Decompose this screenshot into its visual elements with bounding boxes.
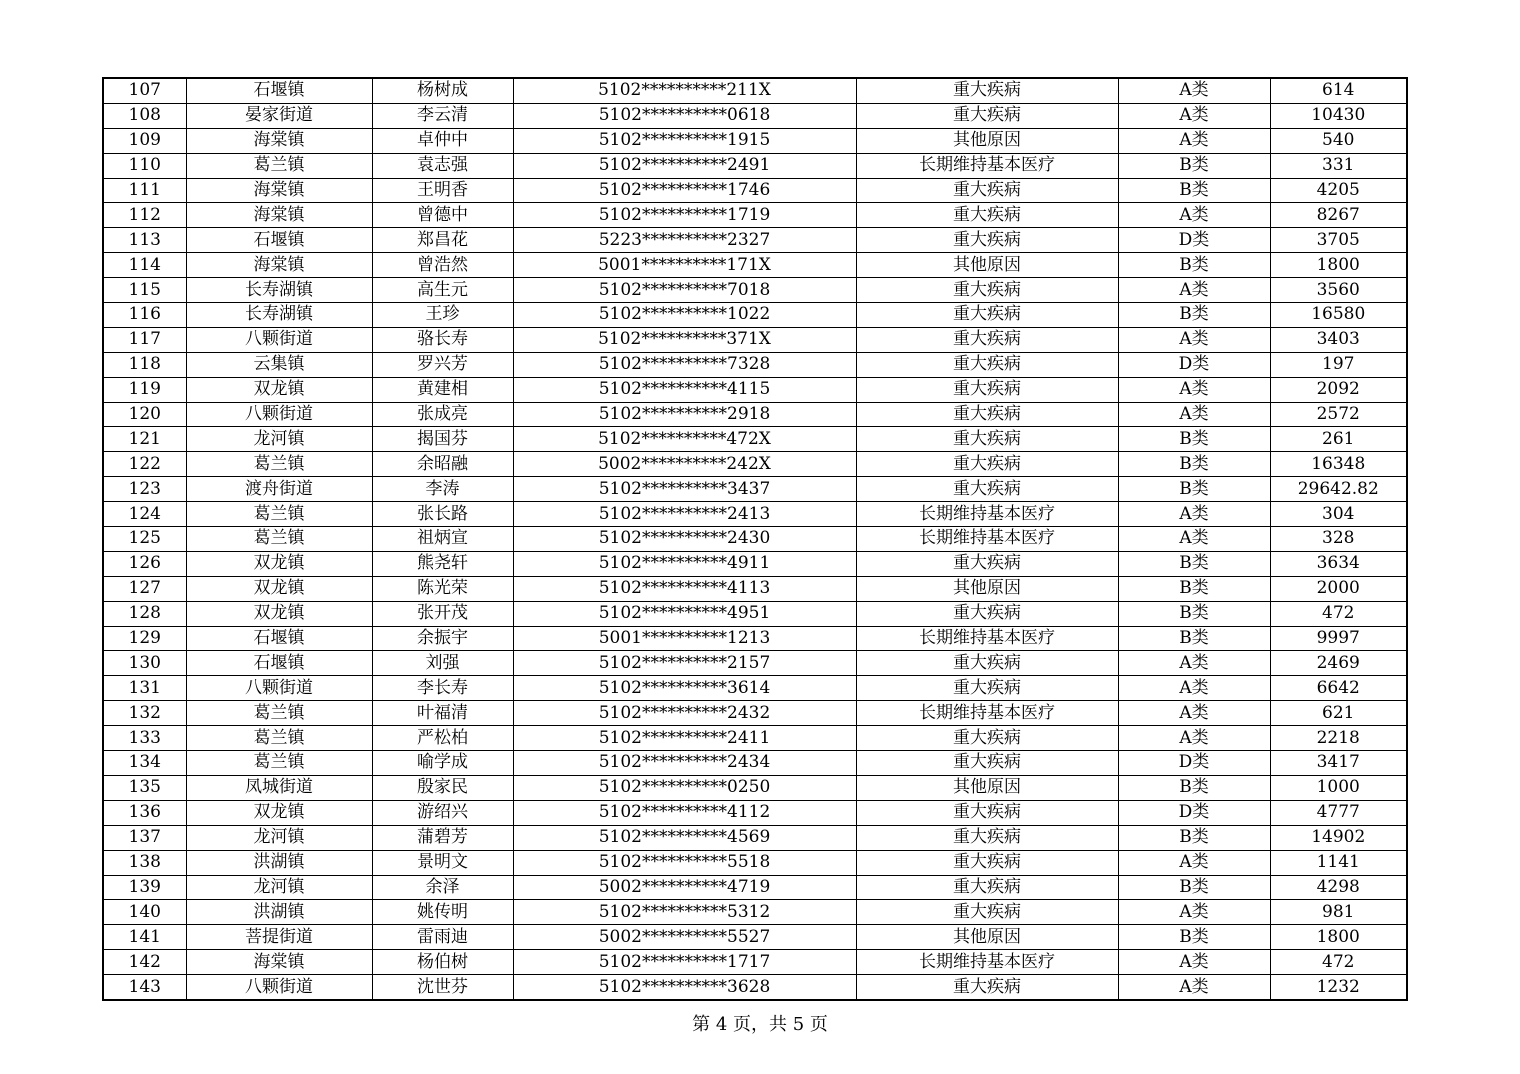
town-cell: 双龙镇 — [186, 601, 372, 626]
reason-cell: 重大疾病 — [856, 900, 1118, 925]
table-row — [103, 950, 1407, 975]
reason-cell: 重大疾病 — [856, 377, 1118, 402]
name-cell: 张开茂 — [372, 601, 513, 626]
category-cell: B类 — [1118, 576, 1270, 601]
table-row — [103, 975, 1407, 1000]
id-number-cell: 5102**********7328 — [513, 352, 856, 377]
reason-cell: 其他原因 — [856, 253, 1118, 278]
name-cell: 张长路 — [372, 502, 513, 527]
row-number-cell: 113 — [103, 228, 186, 253]
id-number-cell: 5002**********242X — [513, 452, 856, 477]
town-cell: 八颗街道 — [186, 676, 372, 701]
table-row — [103, 527, 1407, 552]
category-cell: D类 — [1118, 751, 1270, 776]
town-cell: 晏家街道 — [186, 103, 372, 128]
row-number-cell: 127 — [103, 576, 186, 601]
row-number-cell: 126 — [103, 551, 186, 576]
table-row — [103, 651, 1407, 676]
category-cell: A类 — [1118, 726, 1270, 751]
name-cell: 余昭融 — [372, 452, 513, 477]
id-number-cell: 5102**********211X — [513, 78, 856, 103]
amount-cell: 8267 — [1270, 203, 1407, 228]
row-number-cell: 119 — [103, 377, 186, 402]
name-cell: 蒲碧芳 — [372, 825, 513, 850]
id-number-cell: 5102**********1746 — [513, 178, 856, 203]
category-cell: A类 — [1118, 278, 1270, 303]
category-cell: A类 — [1118, 128, 1270, 153]
reason-cell: 长期维持基本医疗 — [856, 626, 1118, 651]
id-number-cell: 5102**********3614 — [513, 676, 856, 701]
amount-cell: 3634 — [1270, 551, 1407, 576]
row-number-cell: 107 — [103, 78, 186, 103]
town-cell: 龙河镇 — [186, 825, 372, 850]
reason-cell: 重大疾病 — [856, 178, 1118, 203]
town-cell: 菩提街道 — [186, 925, 372, 950]
amount-cell: 6642 — [1270, 676, 1407, 701]
table-row — [103, 203, 1407, 228]
name-cell: 王明香 — [372, 178, 513, 203]
id-number-cell: 5102**********2432 — [513, 701, 856, 726]
reason-cell: 重大疾病 — [856, 751, 1118, 776]
name-cell: 熊尧轩 — [372, 551, 513, 576]
row-number-cell: 109 — [103, 128, 186, 153]
reason-cell: 重大疾病 — [856, 975, 1118, 1000]
amount-cell: 10430 — [1270, 103, 1407, 128]
reason-cell: 其他原因 — [856, 925, 1118, 950]
table-row — [103, 278, 1407, 303]
reason-cell: 长期维持基本医疗 — [856, 950, 1118, 975]
id-number-cell: 5102**********1717 — [513, 950, 856, 975]
name-cell: 殷家民 — [372, 775, 513, 800]
row-number-cell: 120 — [103, 402, 186, 427]
row-number-cell: 135 — [103, 775, 186, 800]
amount-cell: 1800 — [1270, 925, 1407, 950]
id-number-cell: 5102**********2491 — [513, 153, 856, 178]
reason-cell: 长期维持基本医疗 — [856, 527, 1118, 552]
name-cell: 卓仲中 — [372, 128, 513, 153]
category-cell: A类 — [1118, 203, 1270, 228]
reason-cell: 重大疾病 — [856, 651, 1118, 676]
town-cell: 葛兰镇 — [186, 452, 372, 477]
reason-cell: 重大疾病 — [856, 477, 1118, 502]
table-row — [103, 825, 1407, 850]
category-cell: A类 — [1118, 527, 1270, 552]
row-number-cell: 123 — [103, 477, 186, 502]
town-cell: 八颗街道 — [186, 402, 372, 427]
id-number-cell: 5102**********4569 — [513, 825, 856, 850]
name-cell: 杨树成 — [372, 78, 513, 103]
category-cell: D类 — [1118, 228, 1270, 253]
row-number-cell: 133 — [103, 726, 186, 751]
data-table — [102, 77, 1408, 1001]
amount-cell: 29642.82 — [1270, 477, 1407, 502]
table-row — [103, 751, 1407, 776]
category-cell: B类 — [1118, 626, 1270, 651]
row-number-cell: 139 — [103, 875, 186, 900]
row-number-cell: 115 — [103, 278, 186, 303]
category-cell: A类 — [1118, 850, 1270, 875]
town-cell: 海棠镇 — [186, 128, 372, 153]
town-cell: 葛兰镇 — [186, 751, 372, 776]
town-cell: 海棠镇 — [186, 950, 372, 975]
table-row — [103, 676, 1407, 701]
category-cell: A类 — [1118, 377, 1270, 402]
table-row — [103, 775, 1407, 800]
reason-cell: 重大疾病 — [856, 327, 1118, 352]
id-number-cell: 5102**********4113 — [513, 576, 856, 601]
category-cell: B类 — [1118, 551, 1270, 576]
row-number-cell: 130 — [103, 651, 186, 676]
table-row — [103, 128, 1407, 153]
category-cell: A类 — [1118, 950, 1270, 975]
name-cell: 高生元 — [372, 278, 513, 303]
town-cell: 云集镇 — [186, 352, 372, 377]
reason-cell: 长期维持基本医疗 — [856, 502, 1118, 527]
reason-cell: 其他原因 — [856, 128, 1118, 153]
town-cell: 海棠镇 — [186, 178, 372, 203]
amount-cell: 3417 — [1270, 751, 1407, 776]
town-cell: 葛兰镇 — [186, 527, 372, 552]
town-cell: 双龙镇 — [186, 551, 372, 576]
id-number-cell: 5102**********2413 — [513, 502, 856, 527]
amount-cell: 472 — [1270, 601, 1407, 626]
amount-cell: 2092 — [1270, 377, 1407, 402]
table-row — [103, 502, 1407, 527]
table-row — [103, 701, 1407, 726]
table-row — [103, 726, 1407, 751]
category-cell: A类 — [1118, 900, 1270, 925]
reason-cell: 重大疾病 — [856, 800, 1118, 825]
id-number-cell: 5102**********1915 — [513, 128, 856, 153]
name-cell: 余振宇 — [372, 626, 513, 651]
reason-cell: 重大疾病 — [856, 825, 1118, 850]
table-body — [103, 78, 1407, 1000]
id-number-cell: 5102**********4951 — [513, 601, 856, 626]
amount-cell: 304 — [1270, 502, 1407, 527]
town-cell: 洪湖镇 — [186, 900, 372, 925]
town-cell: 八颗街道 — [186, 327, 372, 352]
amount-cell: 14902 — [1270, 825, 1407, 850]
reason-cell: 重大疾病 — [856, 427, 1118, 452]
id-number-cell: 5102**********1022 — [513, 303, 856, 328]
town-cell: 海棠镇 — [186, 203, 372, 228]
table-row — [103, 452, 1407, 477]
table-row — [103, 327, 1407, 352]
row-number-cell: 118 — [103, 352, 186, 377]
town-cell: 洪湖镇 — [186, 850, 372, 875]
reason-cell: 重大疾病 — [856, 850, 1118, 875]
id-number-cell: 5102**********4911 — [513, 551, 856, 576]
row-number-cell: 108 — [103, 103, 186, 128]
row-number-cell: 110 — [103, 153, 186, 178]
table-row — [103, 178, 1407, 203]
amount-cell: 1000 — [1270, 775, 1407, 800]
row-number-cell: 112 — [103, 203, 186, 228]
id-number-cell: 5102**********2411 — [513, 726, 856, 751]
town-cell: 石堰镇 — [186, 228, 372, 253]
amount-cell: 472 — [1270, 950, 1407, 975]
amount-cell: 540 — [1270, 128, 1407, 153]
row-number-cell: 141 — [103, 925, 186, 950]
town-cell: 海棠镇 — [186, 253, 372, 278]
amount-cell: 1232 — [1270, 975, 1407, 1000]
town-cell: 凤城街道 — [186, 775, 372, 800]
reason-cell: 重大疾病 — [856, 676, 1118, 701]
amount-cell: 4298 — [1270, 875, 1407, 900]
category-cell: B类 — [1118, 253, 1270, 278]
reason-cell: 重大疾病 — [856, 551, 1118, 576]
name-cell: 李长寿 — [372, 676, 513, 701]
name-cell: 李涛 — [372, 477, 513, 502]
category-cell: D类 — [1118, 800, 1270, 825]
reason-cell: 重大疾病 — [856, 352, 1118, 377]
town-cell: 葛兰镇 — [186, 153, 372, 178]
id-number-cell: 5102**********472X — [513, 427, 856, 452]
category-cell: A类 — [1118, 651, 1270, 676]
town-cell: 龙河镇 — [186, 427, 372, 452]
id-number-cell: 5102**********1719 — [513, 203, 856, 228]
amount-cell: 2000 — [1270, 576, 1407, 601]
category-cell: A类 — [1118, 327, 1270, 352]
table-row — [103, 228, 1407, 253]
id-number-cell: 5102**********0618 — [513, 103, 856, 128]
row-number-cell: 131 — [103, 676, 186, 701]
name-cell: 袁志强 — [372, 153, 513, 178]
category-cell: A类 — [1118, 975, 1270, 1000]
page-footer: 第 4 页，共 5 页 — [692, 1014, 828, 1035]
amount-cell: 16580 — [1270, 303, 1407, 328]
town-cell: 双龙镇 — [186, 576, 372, 601]
id-number-cell: 5002**********5527 — [513, 925, 856, 950]
town-cell: 龙河镇 — [186, 875, 372, 900]
amount-cell: 981 — [1270, 900, 1407, 925]
amount-cell: 2469 — [1270, 651, 1407, 676]
amount-cell: 1800 — [1270, 253, 1407, 278]
reason-cell: 重大疾病 — [856, 402, 1118, 427]
name-cell: 黄建相 — [372, 377, 513, 402]
table-row — [103, 800, 1407, 825]
id-number-cell: 5001**********1213 — [513, 626, 856, 651]
table-row — [103, 253, 1407, 278]
id-number-cell: 5102**********2430 — [513, 527, 856, 552]
row-number-cell: 143 — [103, 975, 186, 1000]
name-cell: 严松柏 — [372, 726, 513, 751]
reason-cell: 重大疾病 — [856, 78, 1118, 103]
id-number-cell: 5102**********4112 — [513, 800, 856, 825]
amount-cell: 3560 — [1270, 278, 1407, 303]
row-number-cell: 140 — [103, 900, 186, 925]
name-cell: 姚传明 — [372, 900, 513, 925]
category-cell: B类 — [1118, 601, 1270, 626]
id-number-cell: 5102**********3437 — [513, 477, 856, 502]
category-cell: A类 — [1118, 502, 1270, 527]
amount-cell: 1141 — [1270, 850, 1407, 875]
row-number-cell: 121 — [103, 427, 186, 452]
row-number-cell: 142 — [103, 950, 186, 975]
category-cell: B类 — [1118, 477, 1270, 502]
town-cell: 长寿湖镇 — [186, 278, 372, 303]
id-number-cell: 5223**********2327 — [513, 228, 856, 253]
reason-cell: 重大疾病 — [856, 203, 1118, 228]
amount-cell: 9997 — [1270, 626, 1407, 651]
town-cell: 葛兰镇 — [186, 726, 372, 751]
name-cell: 曾浩然 — [372, 253, 513, 278]
amount-cell: 3403 — [1270, 327, 1407, 352]
table-row — [103, 850, 1407, 875]
reason-cell: 重大疾病 — [856, 452, 1118, 477]
row-number-cell: 117 — [103, 327, 186, 352]
category-cell: B类 — [1118, 178, 1270, 203]
name-cell: 郑昌花 — [372, 228, 513, 253]
name-cell: 张成亮 — [372, 402, 513, 427]
id-number-cell: 5102**********2918 — [513, 402, 856, 427]
reason-cell: 重大疾病 — [856, 875, 1118, 900]
reason-cell: 重大疾病 — [856, 303, 1118, 328]
name-cell: 余泽 — [372, 875, 513, 900]
table-row — [103, 352, 1407, 377]
category-cell: A类 — [1118, 701, 1270, 726]
id-number-cell: 5102**********0250 — [513, 775, 856, 800]
reason-cell: 重大疾病 — [856, 228, 1118, 253]
table-row — [103, 153, 1407, 178]
amount-cell: 16348 — [1270, 452, 1407, 477]
category-cell: B类 — [1118, 775, 1270, 800]
table-row — [103, 78, 1407, 103]
town-cell: 石堰镇 — [186, 78, 372, 103]
id-number-cell: 5102**********5518 — [513, 850, 856, 875]
name-cell: 王珍 — [372, 303, 513, 328]
category-cell: B类 — [1118, 875, 1270, 900]
amount-cell: 621 — [1270, 701, 1407, 726]
name-cell: 叶福清 — [372, 701, 513, 726]
id-number-cell: 5001**********171X — [513, 253, 856, 278]
table-row — [103, 427, 1407, 452]
reason-cell: 其他原因 — [856, 576, 1118, 601]
amount-cell: 2218 — [1270, 726, 1407, 751]
town-cell: 双龙镇 — [186, 377, 372, 402]
town-cell: 渡舟街道 — [186, 477, 372, 502]
row-number-cell: 124 — [103, 502, 186, 527]
id-number-cell: 5102**********7018 — [513, 278, 856, 303]
amount-cell: 614 — [1270, 78, 1407, 103]
name-cell: 游绍兴 — [372, 800, 513, 825]
category-cell: B类 — [1118, 452, 1270, 477]
row-number-cell: 125 — [103, 527, 186, 552]
name-cell: 陈光荣 — [372, 576, 513, 601]
id-number-cell: 5102**********2434 — [513, 751, 856, 776]
table-row — [103, 601, 1407, 626]
name-cell: 雷雨迪 — [372, 925, 513, 950]
reason-cell: 其他原因 — [856, 775, 1118, 800]
amount-cell: 261 — [1270, 427, 1407, 452]
town-cell: 石堰镇 — [186, 651, 372, 676]
town-cell: 双龙镇 — [186, 800, 372, 825]
category-cell: B类 — [1118, 427, 1270, 452]
table-row — [103, 303, 1407, 328]
category-cell: B类 — [1118, 925, 1270, 950]
name-cell: 揭国芬 — [372, 427, 513, 452]
category-cell: A类 — [1118, 402, 1270, 427]
id-number-cell: 5102**********4115 — [513, 377, 856, 402]
category-cell: B类 — [1118, 825, 1270, 850]
reason-cell: 重大疾病 — [856, 601, 1118, 626]
id-number-cell: 5002**********4719 — [513, 875, 856, 900]
category-cell: B类 — [1118, 153, 1270, 178]
town-cell: 葛兰镇 — [186, 502, 372, 527]
table-row — [103, 875, 1407, 900]
row-number-cell: 128 — [103, 601, 186, 626]
town-cell: 石堰镇 — [186, 626, 372, 651]
reason-cell: 重大疾病 — [856, 278, 1118, 303]
name-cell: 罗兴芳 — [372, 352, 513, 377]
amount-cell: 331 — [1270, 153, 1407, 178]
name-cell: 沈世芬 — [372, 975, 513, 1000]
table-row — [103, 477, 1407, 502]
amount-cell: 197 — [1270, 352, 1407, 377]
id-number-cell: 5102**********3628 — [513, 975, 856, 1000]
name-cell: 景明文 — [372, 850, 513, 875]
reason-cell: 重大疾病 — [856, 726, 1118, 751]
amount-cell: 328 — [1270, 527, 1407, 552]
table-row — [103, 900, 1407, 925]
id-number-cell: 5102**********371X — [513, 327, 856, 352]
reason-cell: 长期维持基本医疗 — [856, 701, 1118, 726]
row-number-cell: 129 — [103, 626, 186, 651]
row-number-cell: 114 — [103, 253, 186, 278]
table-row — [103, 377, 1407, 402]
table-row — [103, 402, 1407, 427]
name-cell: 祖炳宣 — [372, 527, 513, 552]
category-cell: A类 — [1118, 78, 1270, 103]
amount-cell: 2572 — [1270, 402, 1407, 427]
name-cell: 喻学成 — [372, 751, 513, 776]
category-cell: B类 — [1118, 303, 1270, 328]
town-cell: 八颗街道 — [186, 975, 372, 1000]
category-cell: A类 — [1118, 103, 1270, 128]
town-cell: 长寿湖镇 — [186, 303, 372, 328]
amount-cell: 4205 — [1270, 178, 1407, 203]
row-number-cell: 111 — [103, 178, 186, 203]
table-row — [103, 626, 1407, 651]
name-cell: 曾德中 — [372, 203, 513, 228]
name-cell: 骆长寿 — [372, 327, 513, 352]
town-cell: 葛兰镇 — [186, 701, 372, 726]
category-cell: A类 — [1118, 676, 1270, 701]
amount-cell: 3705 — [1270, 228, 1407, 253]
row-number-cell: 136 — [103, 800, 186, 825]
row-number-cell: 138 — [103, 850, 186, 875]
row-number-cell: 137 — [103, 825, 186, 850]
amount-cell: 4777 — [1270, 800, 1407, 825]
id-number-cell: 5102**********5312 — [513, 900, 856, 925]
table-row — [103, 925, 1407, 950]
name-cell: 李云清 — [372, 103, 513, 128]
category-cell: D类 — [1118, 352, 1270, 377]
id-number-cell: 5102**********2157 — [513, 651, 856, 676]
table-row — [103, 103, 1407, 128]
reason-cell: 重大疾病 — [856, 103, 1118, 128]
table-row — [103, 551, 1407, 576]
row-number-cell: 134 — [103, 751, 186, 776]
row-number-cell: 122 — [103, 452, 186, 477]
table-row — [103, 576, 1407, 601]
row-number-cell: 132 — [103, 701, 186, 726]
row-number-cell: 116 — [103, 303, 186, 328]
name-cell: 刘强 — [372, 651, 513, 676]
name-cell: 杨伯树 — [372, 950, 513, 975]
reason-cell: 长期维持基本医疗 — [856, 153, 1118, 178]
